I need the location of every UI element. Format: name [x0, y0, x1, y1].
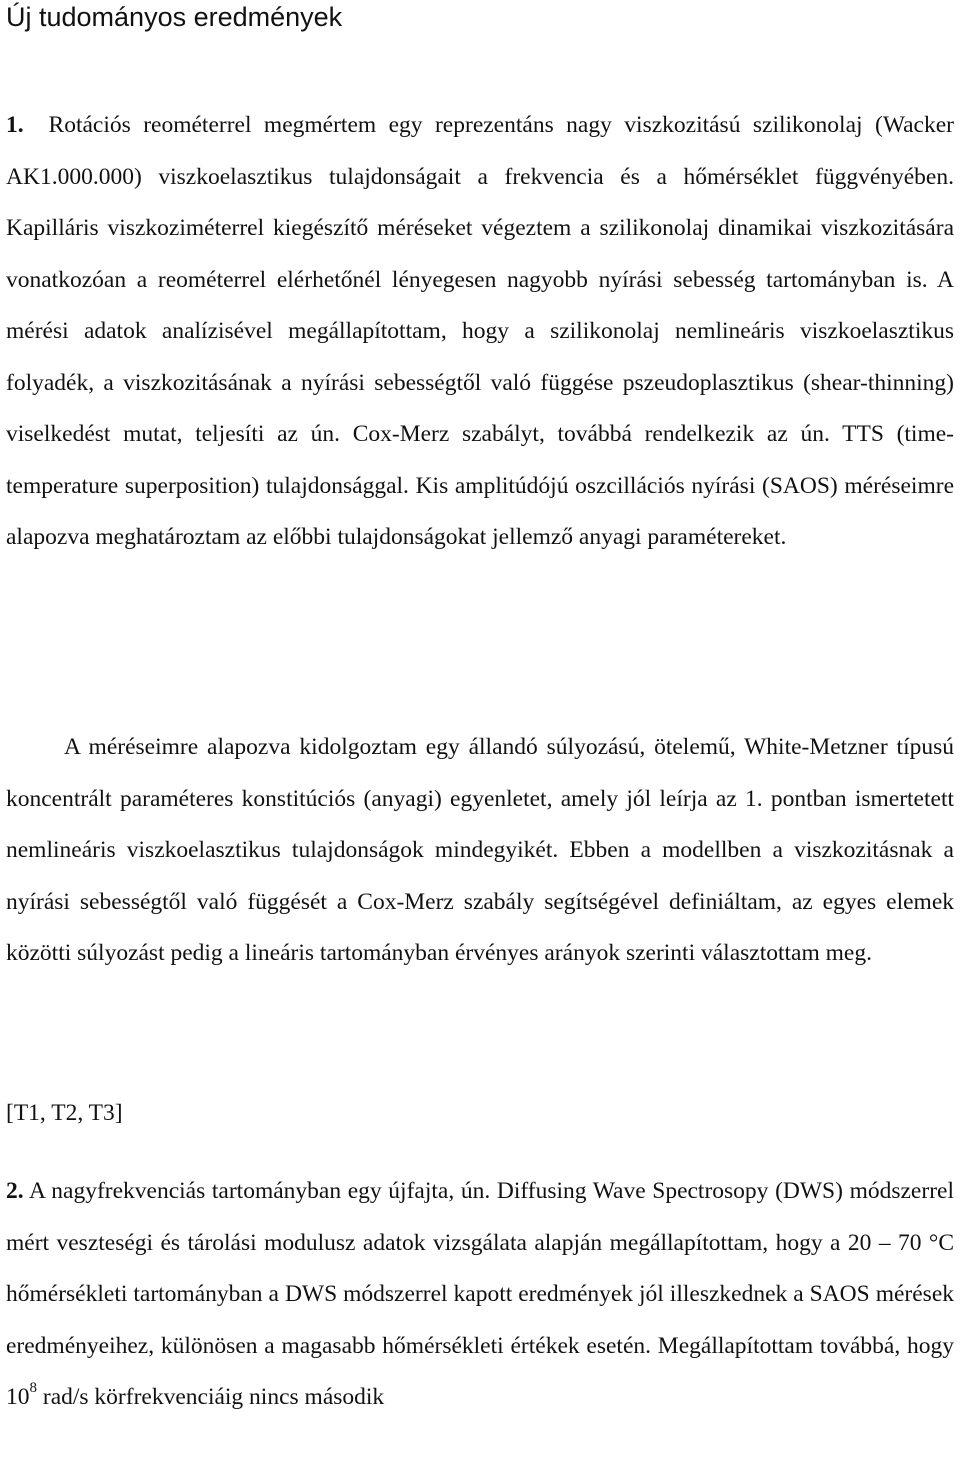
result-2-paragraph	[6, 1166, 954, 1424]
result-1-model-paragraph: A méréseimre alapozva kidolgoztam egy állandó súlyozású, ötelemű, White-Metzner típusú koncentrált paraméteres konstitúciós (anyagi) egyenletet, amely jól leírja az 1. pontban ismertetett nemlineáris viszkoelasztikus tulajdonságok mindegyikét. Ebben a modellben a viszkozitásnak a nyírási sebességtől való függését a Cox-Merz szabály segítségével definiáltam, az egyes elemek közötti súlyozást pedig a lineáris tartományban érvényes arányok szerinti választottam meg.	[6, 734, 954, 966]
result-1-references: [T1, T2, T3]	[6, 1100, 123, 1126]
result-2-exponent: 8	[29, 1380, 37, 1396]
result-1-paragraph	[6, 100, 954, 564]
result-2-text-end: rad/s körfrekvenciáig nincs második	[37, 1384, 385, 1410]
page-title: Új tudományos eredmények	[6, 2, 343, 32]
result-2-number: 2.	[6, 1178, 24, 1204]
result-2-text: A nagyfrekvenciás tartományban egy újfajta, ún. Diffusing Wave Spectrosopy (DWS) módszerrel mért veszteségi és tárolási modulusz adatok vizsgálata alapján megállapítottam, hogy a 20 – 70 °C hőmérsékleti tartományban a DWS módszerrel kapott eredmények jól illeszkednek a SAOS mérések eredményeihez, különösen a magasabb hőmérsékleti értékek esetén. Megállapítottam továbbá, hogy 10	[6, 1178, 954, 1410]
result-1-text: Rotációs reométerrel megmértem egy reprezentáns nagy viszkozitású szilikonolaj (Wacker AK1.000.000) viszkoelasztikus tulajdonságait a frekvencia és a hőmérséklet függvényében. Kapilláris viszkoziméterrel kiegészítő méréseket végeztem a szilikonolaj dinamikai viszkozitására vonatkozóan a reométerrel elérhetőnél lényegesen nagyobb nyírási sebesség tartományban is. A mérési adatok analízisével megállapítottam, hogy a szilikonolaj nemlineáris viszkoelasztikus folyadék, a viszkozitásának a nyírási sebességtől való függése pszeudoplasztikus (shear-thinning) viselkedést mutat, teljesíti az ún. Cox-Merz szabályt, továbbá rendelkezik az ún. TTS (time-temperature superposition) tulajdonsággal. Kis amplitúdójú oszcillációs nyírási (SAOS) méréseimre alapozva meghatároztam az előbbi tulajdonságokat jellemző anyagi paramétereket.	[6, 112, 954, 550]
result-1-number: 1.	[6, 112, 24, 138]
